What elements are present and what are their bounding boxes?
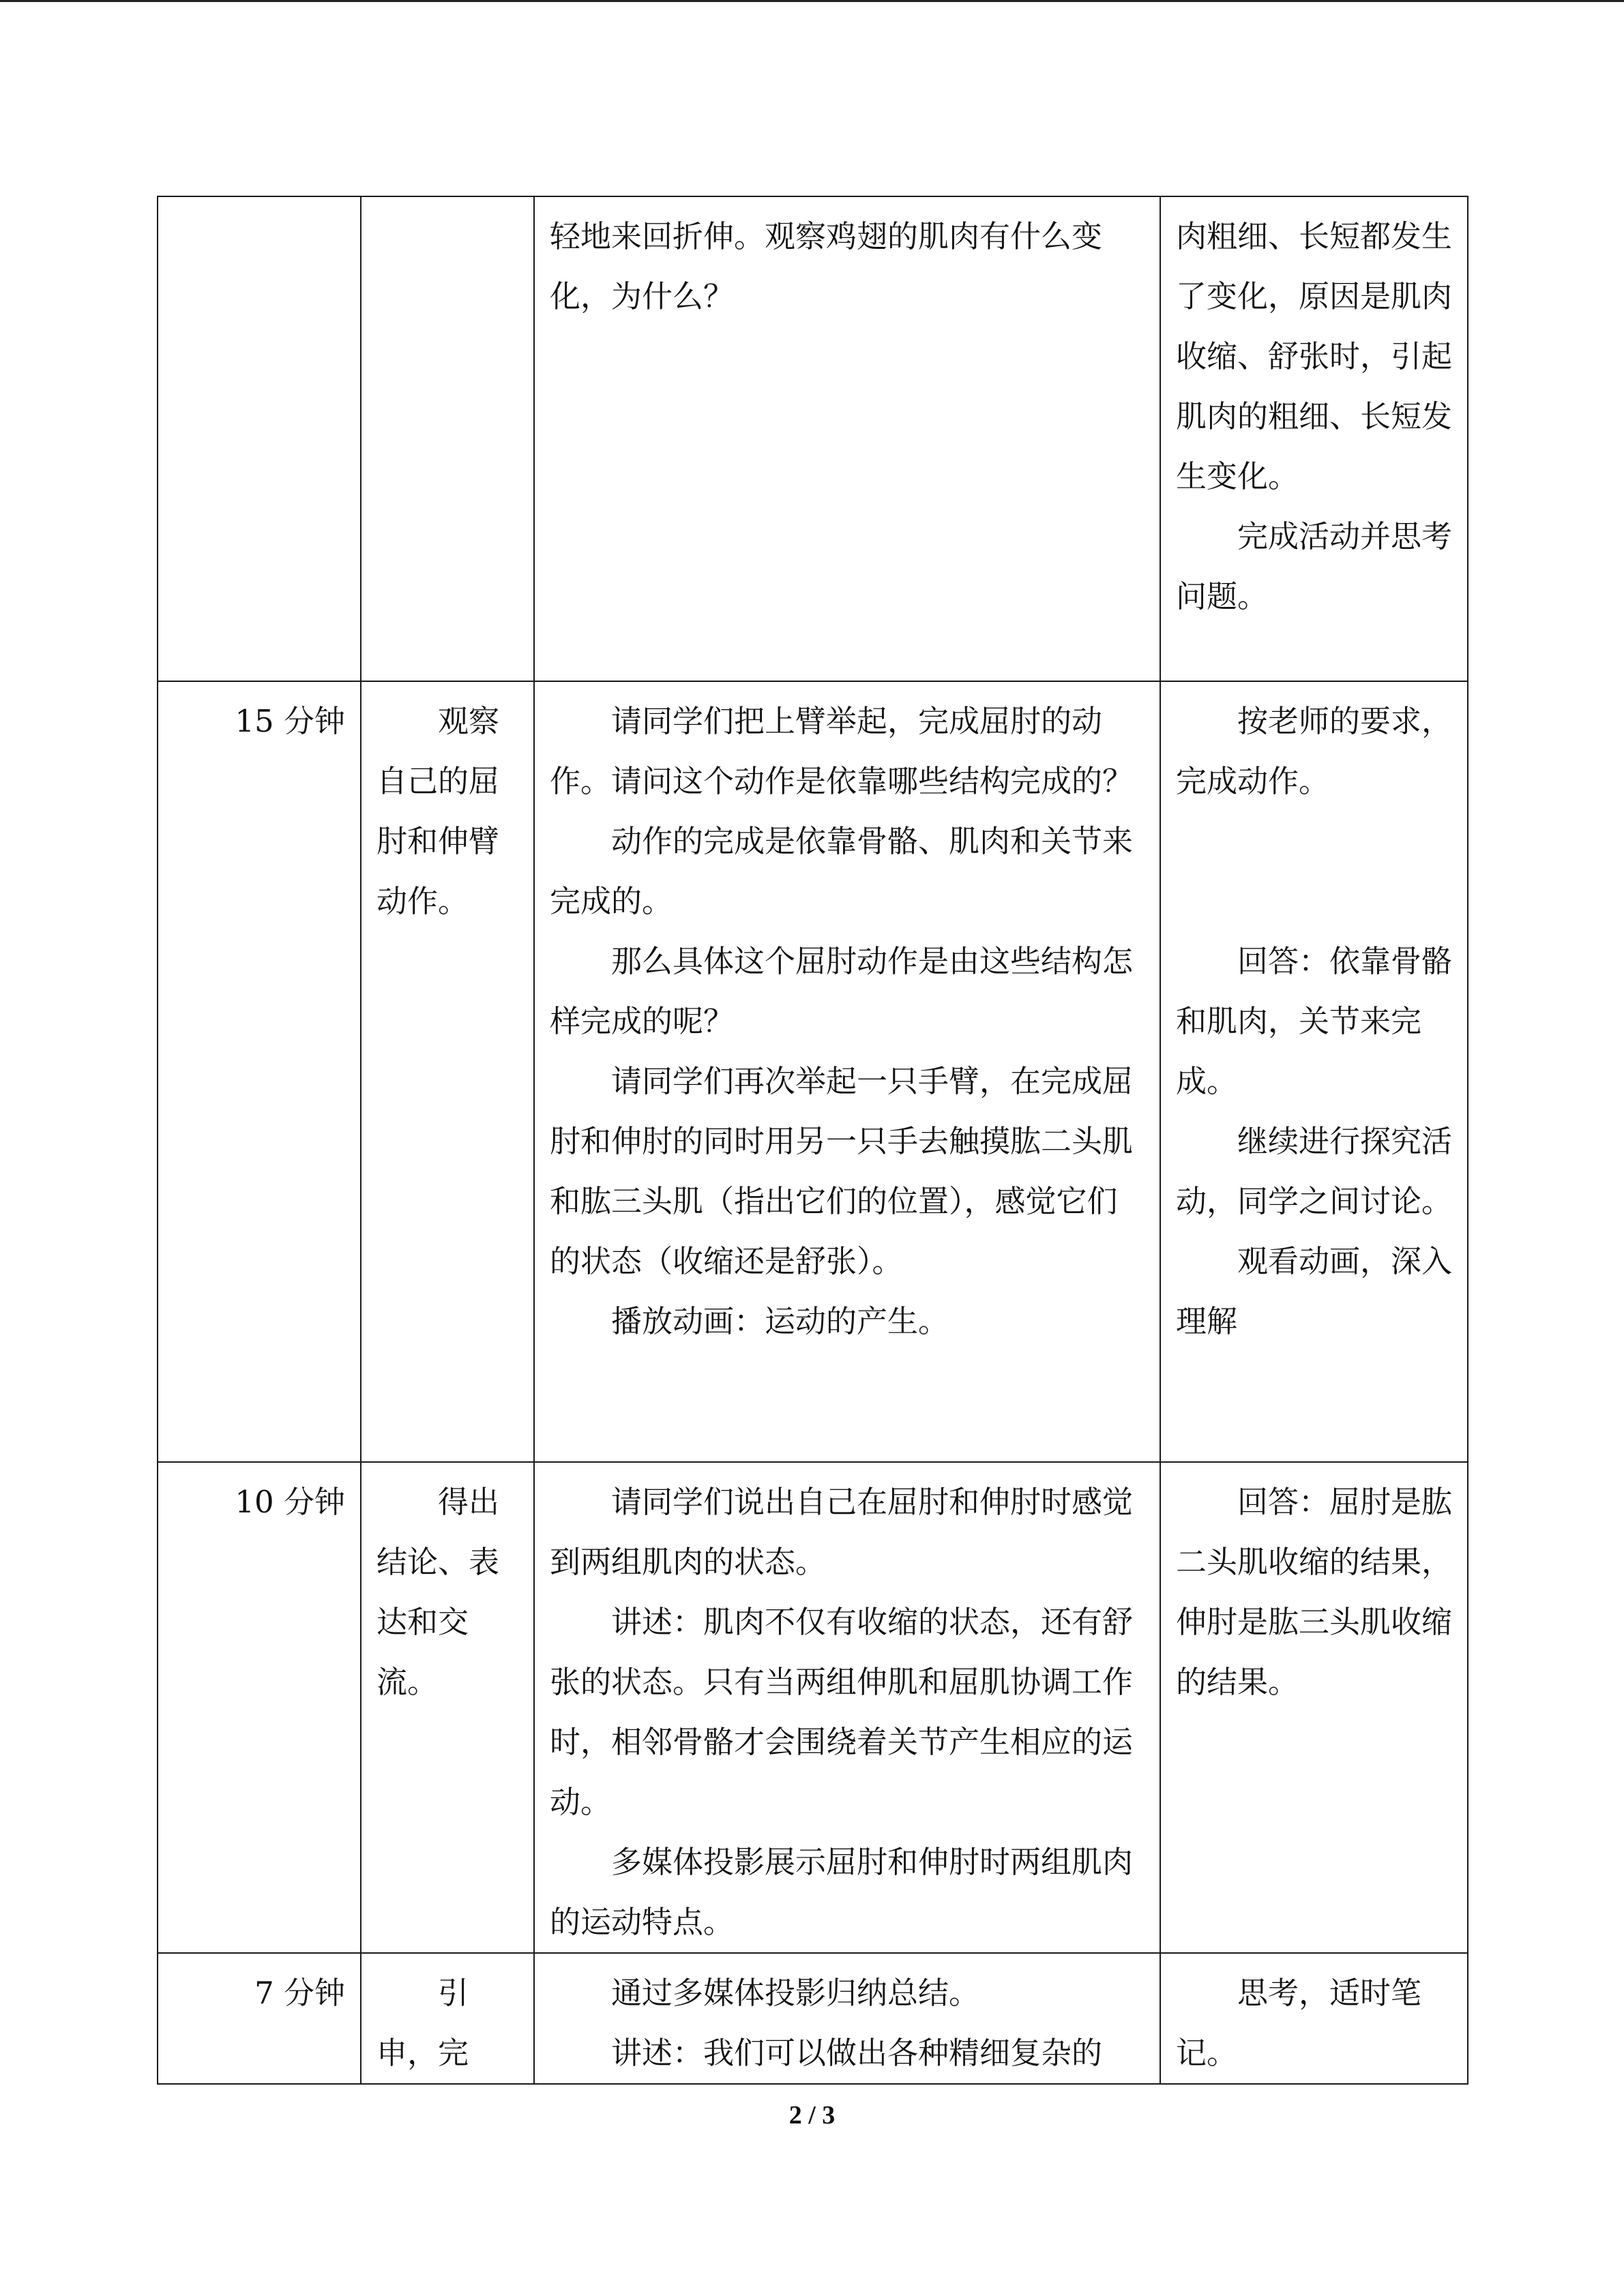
teacher-paragraph: 通过多媒体投影归纳总结。 [611, 1975, 980, 2011]
student-activity-cell [1160, 1462, 1468, 1953]
step-text: 引申，完 [377, 1975, 469, 2071]
student-paragraph: 回答：屈肘是肱二头肌收缩的结果，伸肘是肱三头肌收缩的结果。 [1176, 1484, 1453, 1700]
teacher-paragraph: 那么具体这个屈肘动作是由这些结构怎样完成的呢？ [550, 943, 1134, 1039]
teacher-paragraph: 动作的完成是依靠骨骼、肌肉和关节来完成的。 [550, 823, 1134, 919]
teacher-activity-cell [534, 681, 1160, 1462]
page-number: 2 / 3 [788, 2101, 836, 2130]
time-cell: 7 分钟 [158, 1953, 361, 2084]
student-paragraph: 观看动画，深入理解 [1176, 1243, 1453, 1339]
teacher-paragraph: 轻地来回折伸。观察鸡翅的肌肉有什么变化，为什么？ [550, 218, 1103, 314]
teacher-paragraph: 请同学们再次举起一只手臂，在完成屈肘和伸肘的同时用另一只手去触摸肱二头肌和肱三头肌（指出它们的位置），感觉它们的状态（收缩还是舒张）。 [550, 1063, 1134, 1279]
teacher-paragraph: 请同学们说出自己在屈肘和伸肘时感觉到两组肌肉的状态。 [550, 1484, 1134, 1580]
step-cell [361, 1953, 534, 2084]
table-row [158, 1953, 1468, 2084]
table-row [158, 681, 1468, 1462]
student-activity-cell [1160, 196, 1468, 681]
student-paragraph: 回答：依靠骨骼和肌肉，关节来完成。 [1176, 943, 1453, 1099]
teacher-paragraph: 多媒体投影展示屈肘和伸肘时两组肌肉的运动特点。 [550, 1844, 1134, 1940]
teacher-paragraph: 讲述：肌肉不仅有收缩的状态，还有舒张的状态。只有当两组伸肌和屈肌协调工作时，相邻骨骼才会围绕着关节产生相应的运动。 [550, 1604, 1134, 1820]
teacher-paragraph: 讲述：我们可以做出各种精细复杂的 [611, 2035, 1103, 2071]
time-cell [158, 196, 361, 681]
student-activity-cell [1160, 681, 1468, 1462]
page-top-border [0, 0, 1624, 2]
teacher-activity-cell [534, 1953, 1160, 2084]
table-row [158, 1462, 1468, 1953]
student-paragraph: 思考，适时笔记。 [1176, 1975, 1422, 2071]
time-cell: 15 分钟 [158, 681, 361, 1462]
step-cell [361, 196, 534, 681]
table-row [158, 196, 1468, 681]
teacher-activity-cell [534, 196, 1160, 681]
teacher-paragraph: 请同学们把上臂举起，完成屈肘的动作。请问这个动作是依靠哪些结构完成的？ [550, 703, 1134, 799]
student-paragraph: 完成活动并思考问题。 [1176, 518, 1453, 614]
time-cell: 10 分钟 [158, 1462, 361, 1953]
step-text: 观察自己的屈肘和伸臂动作。 [377, 703, 500, 919]
step-text: 得出结论、表达和交流。 [377, 1484, 500, 1700]
lesson-plan-table [157, 196, 1468, 2085]
student-paragraph: 肉粗细、长短都发生了变化，原因是肌肉收缩、舒张时，引起肌肉的粗细、长短发生变化。 [1176, 218, 1453, 494]
student-activity-cell [1160, 1953, 1468, 2084]
teacher-paragraph: 播放动画：运动的产生。 [611, 1303, 949, 1339]
step-cell [361, 1462, 534, 1953]
student-paragraph: 继续进行探究活动，同学之间讨论。 [1176, 1123, 1453, 1219]
step-cell [361, 681, 534, 1462]
teacher-activity-cell [534, 1462, 1160, 1953]
student-paragraph: 按老师的要求，完成动作。 [1176, 703, 1453, 799]
